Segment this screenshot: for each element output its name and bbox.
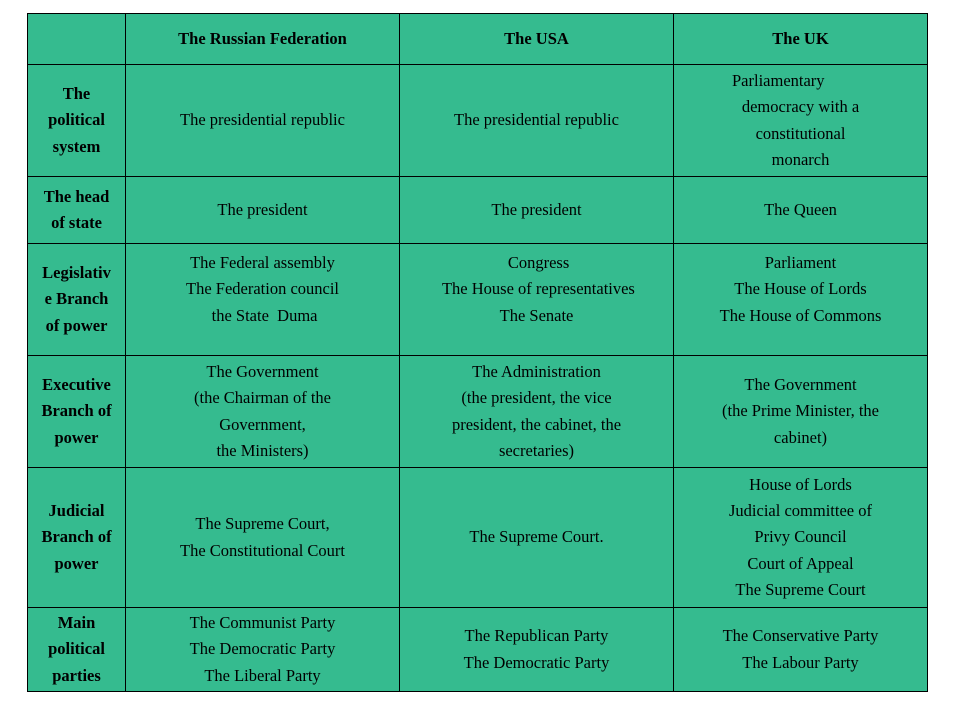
cell-line: president, the cabinet, the bbox=[451, 414, 622, 434]
column-header-russia: The Russian Federation bbox=[126, 14, 400, 65]
cell-usa-judicial: The Supreme Court. bbox=[400, 468, 674, 608]
cell-line: The Communist Party bbox=[189, 613, 336, 632]
row-header-executive bbox=[28, 356, 126, 468]
cell-line: The Senate bbox=[499, 305, 574, 325]
row-header-line: of state bbox=[51, 213, 102, 232]
cell-line: The Government bbox=[744, 374, 857, 394]
cell-usa-legislative bbox=[400, 244, 674, 356]
row-header-parties bbox=[28, 608, 126, 692]
cell-uk-parties bbox=[674, 608, 928, 692]
cell-line: The Supreme Court bbox=[735, 580, 866, 600]
cell-russia-executive bbox=[126, 356, 400, 468]
row-header-line: parties bbox=[52, 665, 101, 685]
row-header-line: Executive bbox=[42, 374, 111, 394]
row-header-line: of power bbox=[45, 315, 108, 335]
cell-line: Privy Council bbox=[754, 527, 847, 547]
cell-line: the State Duma bbox=[207, 305, 318, 325]
row-header-line: power bbox=[54, 427, 99, 447]
row-header-judicial bbox=[28, 468, 126, 608]
row-header-line: e Branch bbox=[44, 289, 109, 309]
row-header-line: Legislativ bbox=[42, 262, 111, 282]
cell-line: (the president, the vice bbox=[461, 388, 612, 408]
cell-line: The House of Lords bbox=[734, 279, 867, 299]
row-header-line: political bbox=[48, 639, 105, 659]
cell-usa-political-system: The presidential republic bbox=[400, 65, 674, 177]
cell-line: House of Lords bbox=[749, 474, 852, 494]
cell-uk-political-system bbox=[674, 65, 928, 177]
cell-line: The Federal assembly bbox=[190, 253, 335, 272]
cell-line: The Labour Party bbox=[742, 652, 859, 672]
cell-line: The Democratic Party bbox=[463, 652, 610, 672]
comparison-table bbox=[27, 13, 928, 692]
cell-line: Congress bbox=[503, 253, 570, 272]
cell-line: The Government bbox=[206, 361, 319, 381]
cell-uk-legislative bbox=[674, 244, 928, 356]
cell-usa-parties bbox=[400, 608, 674, 692]
row-header-head-of-state bbox=[28, 177, 126, 244]
row-header-line: Branch of bbox=[41, 401, 112, 421]
cell-line: The Republican Party bbox=[464, 626, 609, 646]
cell-russia-parties bbox=[126, 608, 400, 692]
cell-russia-head-of-state: The president bbox=[126, 177, 400, 244]
cell-line: Judicial committee of bbox=[729, 500, 872, 520]
cell-usa-head-of-state: The president bbox=[400, 177, 674, 244]
cell-line: The Federation council bbox=[185, 279, 340, 299]
row-header-line: political bbox=[48, 110, 105, 130]
cell-line: The House of Commons bbox=[719, 305, 882, 325]
cell-line: The Supreme Court, bbox=[195, 514, 330, 534]
cell-usa-executive bbox=[400, 356, 674, 468]
cell-line: The Conservative Party bbox=[722, 626, 879, 646]
row-header-legislative bbox=[28, 244, 126, 356]
table-row-judicial bbox=[28, 468, 928, 608]
cell-uk-head-of-state: The Queen bbox=[674, 177, 928, 244]
cell-line: Parliament bbox=[764, 253, 837, 272]
cell-line: Government, bbox=[219, 414, 306, 434]
cell-line: The Democratic Party bbox=[189, 639, 336, 659]
column-header-uk: The UK bbox=[674, 14, 928, 65]
cell-line: democracy with a bbox=[741, 97, 860, 117]
cell-line: monarch bbox=[771, 149, 830, 169]
cell-russia-judicial bbox=[126, 468, 400, 608]
cell-line: Court of Appeal bbox=[747, 553, 854, 573]
table-row-head-of-state bbox=[28, 177, 928, 244]
cell-line: cabinet) bbox=[773, 427, 828, 447]
cell-line: constitutional bbox=[755, 123, 846, 143]
cell-uk-judicial bbox=[674, 468, 928, 608]
corner-cell bbox=[28, 14, 126, 65]
row-header-line: The head bbox=[43, 186, 110, 206]
cell-line: The Administration bbox=[472, 361, 601, 381]
cell-russia-political-system: The presidential republic bbox=[126, 65, 400, 177]
table-row-political-system bbox=[28, 65, 928, 177]
column-header-usa: The USA bbox=[400, 14, 674, 65]
cell-uk-executive bbox=[674, 356, 928, 468]
cell-line: The House of representatives bbox=[438, 279, 635, 299]
row-header-line: Main bbox=[57, 613, 96, 632]
cell-line: secretaries) bbox=[498, 440, 575, 460]
cell-line: (the Chairman of the bbox=[194, 388, 331, 408]
cell-russia-legislative bbox=[126, 244, 400, 356]
row-header-line: Judicial bbox=[48, 500, 105, 520]
cell-line: (the Prime Minister, the bbox=[722, 401, 879, 421]
row-header-line: system bbox=[52, 136, 101, 156]
cell-line: The Liberal Party bbox=[204, 665, 321, 685]
row-header-line: The bbox=[62, 83, 91, 103]
row-header-line: Branch of bbox=[41, 527, 112, 547]
row-header-line: power bbox=[54, 553, 99, 573]
row-header-political-system bbox=[28, 65, 126, 177]
table-row-parties bbox=[28, 608, 928, 692]
header-row bbox=[28, 14, 928, 65]
table-row-executive bbox=[28, 356, 928, 468]
table-row-legislative bbox=[28, 244, 928, 356]
cell-line: Parliamentary bbox=[732, 70, 825, 90]
cell-line: the Ministers) bbox=[216, 440, 309, 460]
cell-line: The Constitutional Court bbox=[180, 540, 345, 560]
